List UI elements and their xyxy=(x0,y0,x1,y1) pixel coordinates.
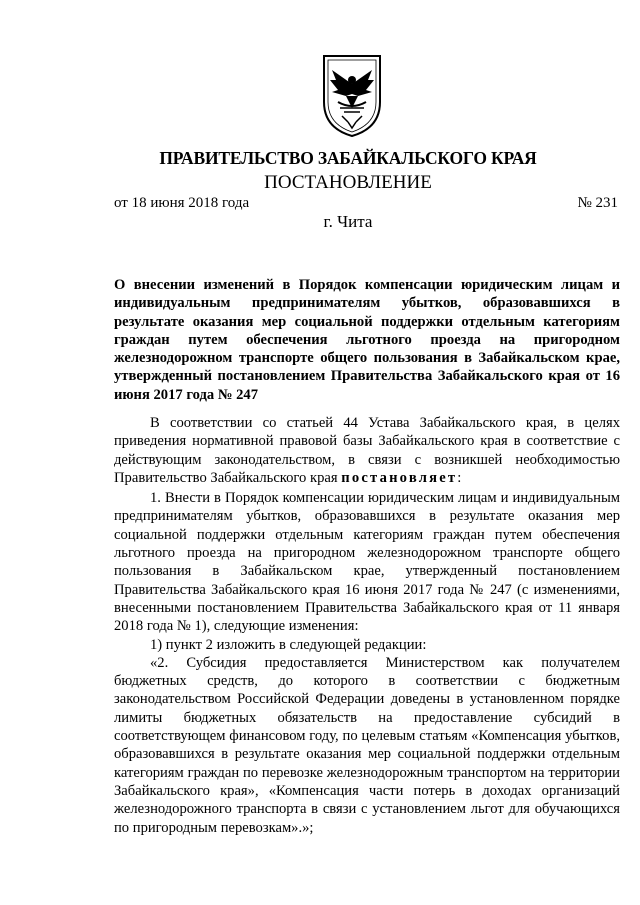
document-city: г. Чита xyxy=(323,212,373,231)
eagle-shield-icon xyxy=(318,50,386,140)
quoted-paragraph: «2. Субсидия предоставляется Министерством как получателем бюджетных средств, до которого в соответствии с бюджетным законодательством Российской Федерации доведены в установленном порядке лимиты бюджетных обязательств на предоставление субсидий в соответствующем финансовом году, по целевым статьям «Компенсация убытков, образовавшихся в результате оказания мер социальной поддержки отдельным категориям граждан по перевозке железнодорожным транспортом на территории Забайкальского края», «Компенсация части потерь в доходах организаций железнодорожного транспорта в связи с установлением льгот для обучающихся по пригородным перевозкам».»; xyxy=(114,654,620,836)
item-1-paragraph: 1. Внести в Порядок компенсации юридическим лицам и индивидуальным предпринимателям убытков, образовавшихся в результате оказания мер социальной поддержки отдельным категориям граждан путем обеспечения льготного проезда на пригородном железнодорожном транспорте общего пользования в Забайкальском крае, утвержденный постановлением Правительства Забайкальского края 16 июня 2017 года № 247 (с изменениями, внесенными постановлением Правительства Забайкальского края от 11 января 2018 года № 1), следующие изменения: xyxy=(114,490,620,635)
preamble-paragraph xyxy=(114,414,620,487)
government-heading: ПРАВИТЕЛЬСТВО ЗАБАЙКАЛЬСКОГО КРАЯ xyxy=(159,148,537,168)
document-number: № 231 xyxy=(577,195,618,211)
preamble-end: : xyxy=(457,469,462,486)
coat-of-arms-emblem xyxy=(318,50,386,140)
document-title: О внесении изменений в Порядок компенсации юридическим лицам и индивидуальным предпринимателям убытков, образовавшихся в результате оказания мер социальной поддержки отдельным категориям граждан путем обеспечения льготного проезда на пригородном железнодорожном транспорте общего пользования в Забайкальском крае, утвержденный постановлением Правительства Забайкальского края от 16 июня 2017 года № 247 xyxy=(114,277,620,403)
document-body xyxy=(114,414,620,837)
preamble-text: В соответствии со статьей 44 Устава Забайкальского края, в целях приведения нормативной правовой базы Забайкальского края в соответствие с действующим законодательством, в связи с возникшей необходимостью Правительство Забайкальского края xyxy=(114,415,620,486)
document-type: ПОСТАНОВЛЕНИЕ xyxy=(264,172,432,193)
subitem-1-paragraph: 1) пункт 2 изложить в следующей редакции: xyxy=(150,636,427,653)
resolves-keyword: постановляет xyxy=(341,469,458,486)
document-date: от 18 июня 2018 года xyxy=(114,195,250,211)
